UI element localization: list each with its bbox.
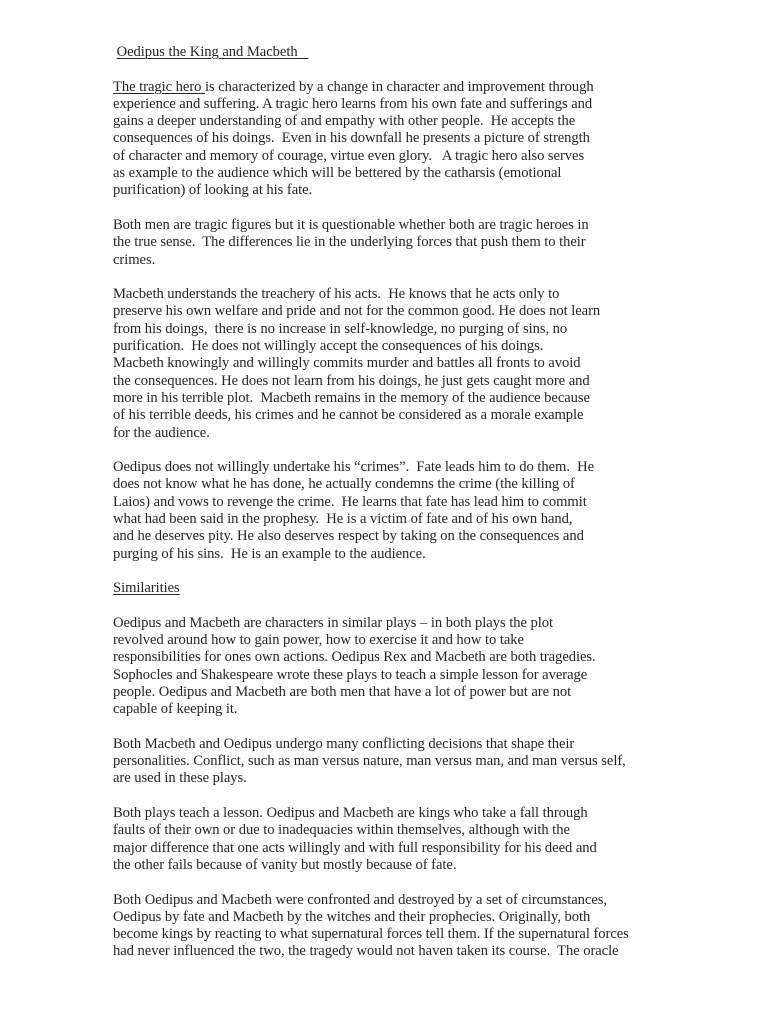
document-title-line bbox=[113, 44, 643, 61]
paragraph-both-men: Both men are tragic figures but it is questionable whether both are tragic heroes in the true sense. The differences lie in the underlying forces that push them to their crimes. bbox=[113, 216, 589, 268]
tragic-hero-term: The tragic hero bbox=[113, 78, 205, 95]
paragraph-conflicting-decisions: Both Macbeth and Oedipus undergo many conflicting decisions that shape their personalities. Conflict, such as man versus nature, man versus man, and man versus self, are used in these plays. bbox=[113, 735, 626, 787]
document-body bbox=[113, 44, 643, 961]
document-title: Oedipus the King and Macbeth bbox=[116, 44, 298, 60]
paragraph-macbeth: Macbeth understands the treachery of his acts. He knows that he acts only to preserve his own welfare and pride and not for the common good. He does not learn from his doings, there is no increase in self-knowledge, no purging of sins, no purification. He does not willingly accept the consequences of his doings. Macbeth knowingly and willingly commits murder and battles all fronts to avoid the consequences. He does not learn from his doings, he just gets caught more and more in his terrible plot. Macbeth remains in the memory of the audience because of his terrible deeds, his crimes and he cannot be considered as a morale example for the audience. bbox=[113, 286, 601, 441]
paragraph-circumstances: Both Oedipus and Macbeth were confronted and destroyed by a set of circumstances, Oedipus by fate and Macbeth by the witches and their prophecies. Originally, both become kings by reacting to what supernatural forces tell them. If the supernatural forces had never influenced the two, the tragedy would not haven taken its course. The oracle bbox=[113, 891, 629, 960]
paragraph-tragic-hero: The tragic hero is characterized by a change in character and improvement through experience and suffering. A tragic hero learns from his own fate and sufferings and gains a deeper understanding of and empathy with other people. He accepts the consequences of his doings. Even in his downfall he presents a picture of strength of character and memory of courage, virtue even glory. A tragic hero also serves as example to the audience which will be bettered by the catharsis (emotional purification) of looking at his fate. bbox=[113, 78, 594, 199]
similarities-heading: Similarities bbox=[113, 580, 180, 597]
paragraph-oedipus: Oedipus does not willingly undertake his “crimes”. Fate leads him to do them. He does not know what he has done, he actually condemns the crime (the killing of Laios) and vows to revenge the crime. He learns that fate has lead him to commit what had been said in the prophesy. He is a victim of fate and of his own hand, and he deserves pity. He also deserves respect by taking on the consequences and purging of his sins. He is an example to the audience. bbox=[113, 459, 595, 562]
paragraph-lesson: Both plays teach a lesson. Oedipus and Macbeth are kings who take a fall through faults of their own or due to inadequacies within themselves, although with the major difference that one acts willingly and with full responsibility for his deed and the other fails because of vanity but mostly because of fate. bbox=[113, 805, 597, 873]
paragraph-similar-plays: Oedipus and Macbeth are characters in similar plays – in both plays the plot revolved around how to gain power, how to exercise it and how to take responsibilities for ones own actions. Oedipus Rex and Macbeth are both tragedies. Sophocles and Shakespeare wrote these plays to teach a simple lesson for average people. Oedipus and Macbeth are both men that have a lot of power but are not capable of keeping it. bbox=[113, 614, 596, 718]
